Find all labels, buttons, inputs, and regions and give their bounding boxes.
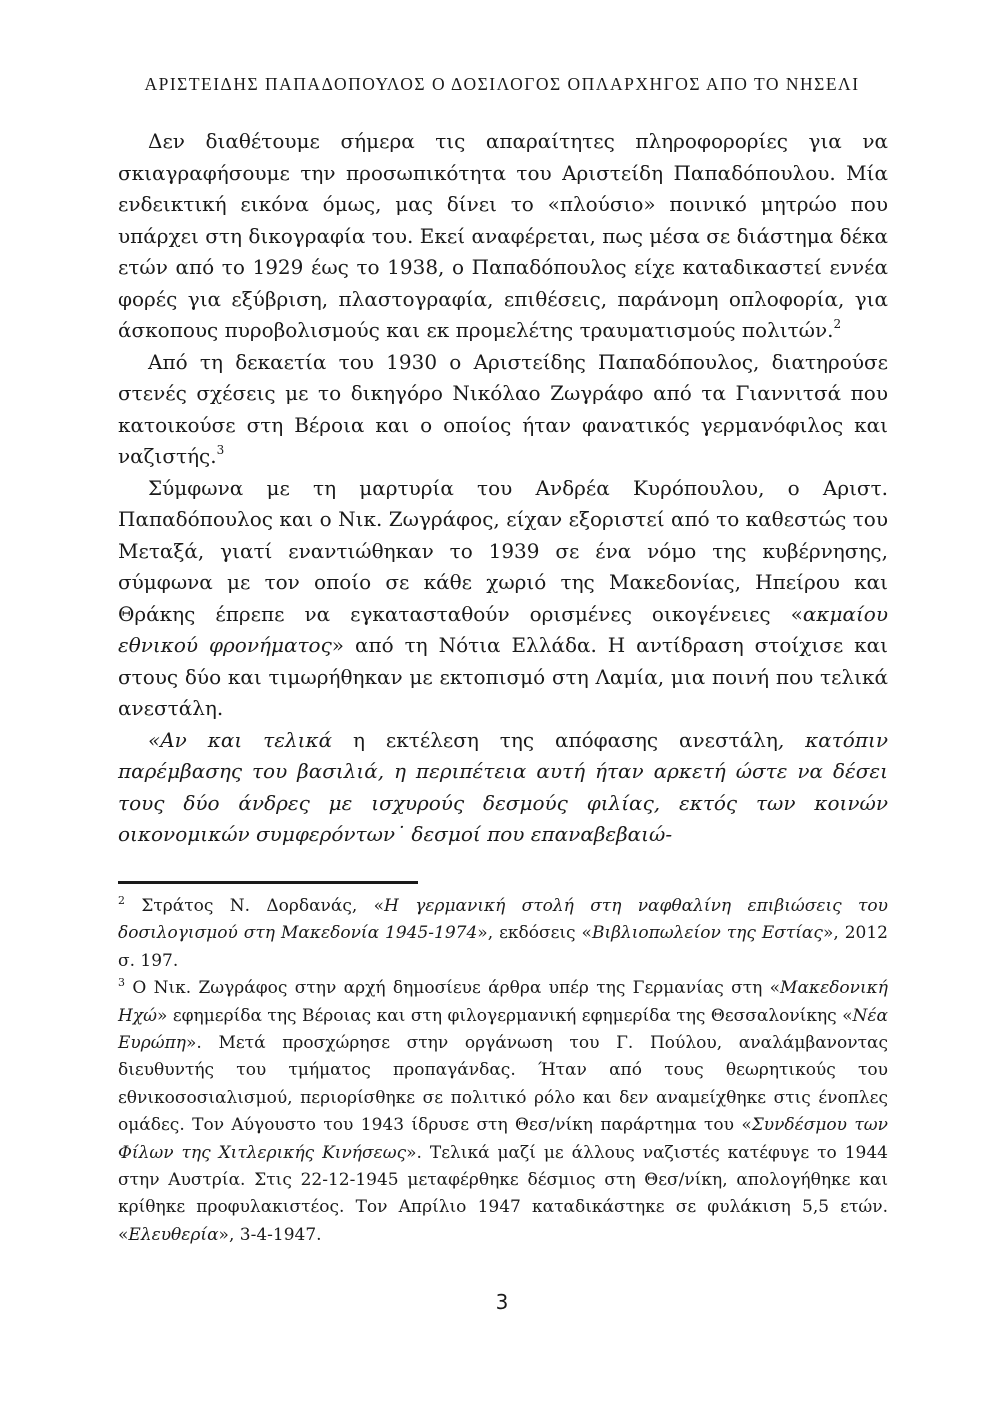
footnote-separator [118,881,418,884]
footnote-3-text: ». Μετά προσχώρησε στην οργάνωση του Γ. Πούλου, αναλάμβανοντας διευθυντής του τμήματος προπαγάνδας. Ήταν από τους θεωρητικούς του εθνικοσοσιαλισμού, περιορίσθηκε σε πολιτικό ρόλο και δεν αναμείχθηκε στις ένοπλες ομάδες. Τον Αύγουστο του 1943 ίδρυσε στη Θεσ/νίκη παράρτημα του « [118,1033,888,1136]
footnote-3-text: », 3-4-1947. [218,1224,322,1245]
footnote-2-text: Στράτος Ν. Δορδανάς, « [125,896,385,916]
footnote-3 [118,975,888,1249]
footnote-2-number: 2 [118,894,125,907]
footnotes [118,893,888,1249]
paragraph-3 [118,473,888,725]
footnote-2 [118,893,888,975]
footnote-2-text: », 2012 σ. 197. [118,923,888,971]
footnote-3-text: ». Τελικά μαζί με άλλους ναζιστές κατέφυγε το 1944 στην Αυστρία. Στις 22-12-1945 μεταφέρθηκε δέσμιος στη Θεσ/νίκη, απολογήθηκε και κρίθηκε προφυλακιστέος. Τον Απρίλιο 1947 καταδικάστηκε σε φυλάκιση 5,5 ετών. « [118,1142,888,1245]
paragraph-3-text-end: » από τη Νότια Ελλάδα. Η αντίδραση στοίχισε και στους δύο και τιμωρήθηκαν με εκτοπισμό στη Λαμία, μια ποινή που τελικά ανεστάλη. [118,633,888,720]
footnote-2-book-title: Η γερμανική στολή στη ναφθαλίνη επιβιώσεις του δοσιλογισμού στη Μακεδονία 1945-1974 [118,896,888,944]
paragraph-2 [118,347,888,473]
quote-emphasis: η εκτέλεση της απόφασης ανεστάλη [353,727,778,752]
footnote-3-organization-name: Συνδέσμου των Φίλων της Χιτλερικής Κινήσεως [118,1115,888,1163]
main-text [118,126,888,851]
paragraph-1 [118,126,888,347]
running-header: ΑΡΙΣΤΕΙΔΗΣ ΠΑΠΑΔΟΠΟΥΛΟΣ Ο ΔΟΣΙΛΟΓΟΣ ΟΠΛΑΡΧΗΓΟΣ ΑΠΟ ΤΟ ΝΗΣΕΛΙ [144,74,860,94]
footnote-3-newspaper-name: Μακεδονική Ηχώ [118,978,888,1026]
footnote-ref-3[interactable]: 3 [216,443,225,457]
quote-paragraph [118,725,888,851]
footnote-3-text: Ο Νικ. Ζωγράφος στην αρχή δημοσίευε άρθρα υπέρ της Γερμανίας στη « [125,978,781,999]
footnote-2-publisher: Βιβλιοπωλείον της Εστίας [591,923,823,944]
paragraph-3-italic-phrase: ακμαίου εθνικού φρονήματος [118,601,888,657]
footnote-3-number: 3 [118,976,125,990]
quote-rest: , κατόπιν παρέμβασης του βασιλιά, η περιπέτεια αυτή ήταν αρκετή ώστε να δέσει τους δύο άνδρες με ισχυρούς δεσμούς φιλίας, εκτός των κοινών οικονομικών συμφερόντων˙ δεσμοί που επαναβεβαιώ- [118,727,888,846]
quote-start: «Αν και τελικά [148,727,354,752]
page-number: 3 [495,1290,509,1314]
paragraph-3-text-start: Σύμφωνα με τη μαρτυρία του Ανδρέα Κυρόπουλου, ο Αριστ. Παπαδόπουλος και ο Νικ. Ζωγράφος, είχαν εξοριστεί από το καθεστώς του Μεταξά, γιατί εναντιώθηκαν το 1939 σε ένα νόμο της κυβέρνησης, σύμφωνα με τον οποίο σε κάθε χωριό της Μακεδονίας, Ηπείρου και Θράκης έπρεπε να εγκατασταθούν ορισμένες οικογένειες « [118,475,888,626]
footnote-ref-2[interactable]: 2 [833,317,842,331]
paragraph-2-text: Από τη δεκαετία του 1930 ο Αριστείδης Παπαδόπουλος, διατηρούσε στενές σχέσεις με το δικηγόρο Νικόλαο Ζωγράφο από τα Γιαννιτσά που κατοικούσε στη Βέροια και ο οποίος ήταν φανατικός γερμανόφιλος και ναζιστής. [118,349,888,468]
footnote-2-text: », εκδόσεις « [477,923,592,944]
footnote-3-newspaper-name: Νέα Ευρώπη [118,1005,888,1054]
footnote-3-newspaper-name: Ελευθερία [128,1224,219,1245]
footnote-3-text: » εφημερίδα της Βέροιας και στη φιλογερμανική εφημερίδα της Θεσσαλονίκης « [157,1005,853,1026]
paragraph-1-text: Δεν διαθέτουμε σήμερα τις απαραίτητες πληροφορορίες για να σκιαγραφήσουμε την προσωπικότητα του Αριστείδη Παπαδόπουλου. Μία ενδεικτική εικόνα όμως, μας δίνει το «πλούσιο» ποινικό μητρώο που υπάρχει στη δικογραφία του. Εκεί αναφέρεται, πως μέσα σε διάστημα δέκα ετών από το 1929 έως το 1938, ο Παπαδόπουλος είχε καταδικαστεί εννέα φορές για εξύβριση, πλαστογραφία, επιθέσεις, παράνομη οπλοφορία, για άσκοπους πυροβολισμούς και εκ προμελέτης τραυματισμούς πολιτών. [118,129,888,342]
